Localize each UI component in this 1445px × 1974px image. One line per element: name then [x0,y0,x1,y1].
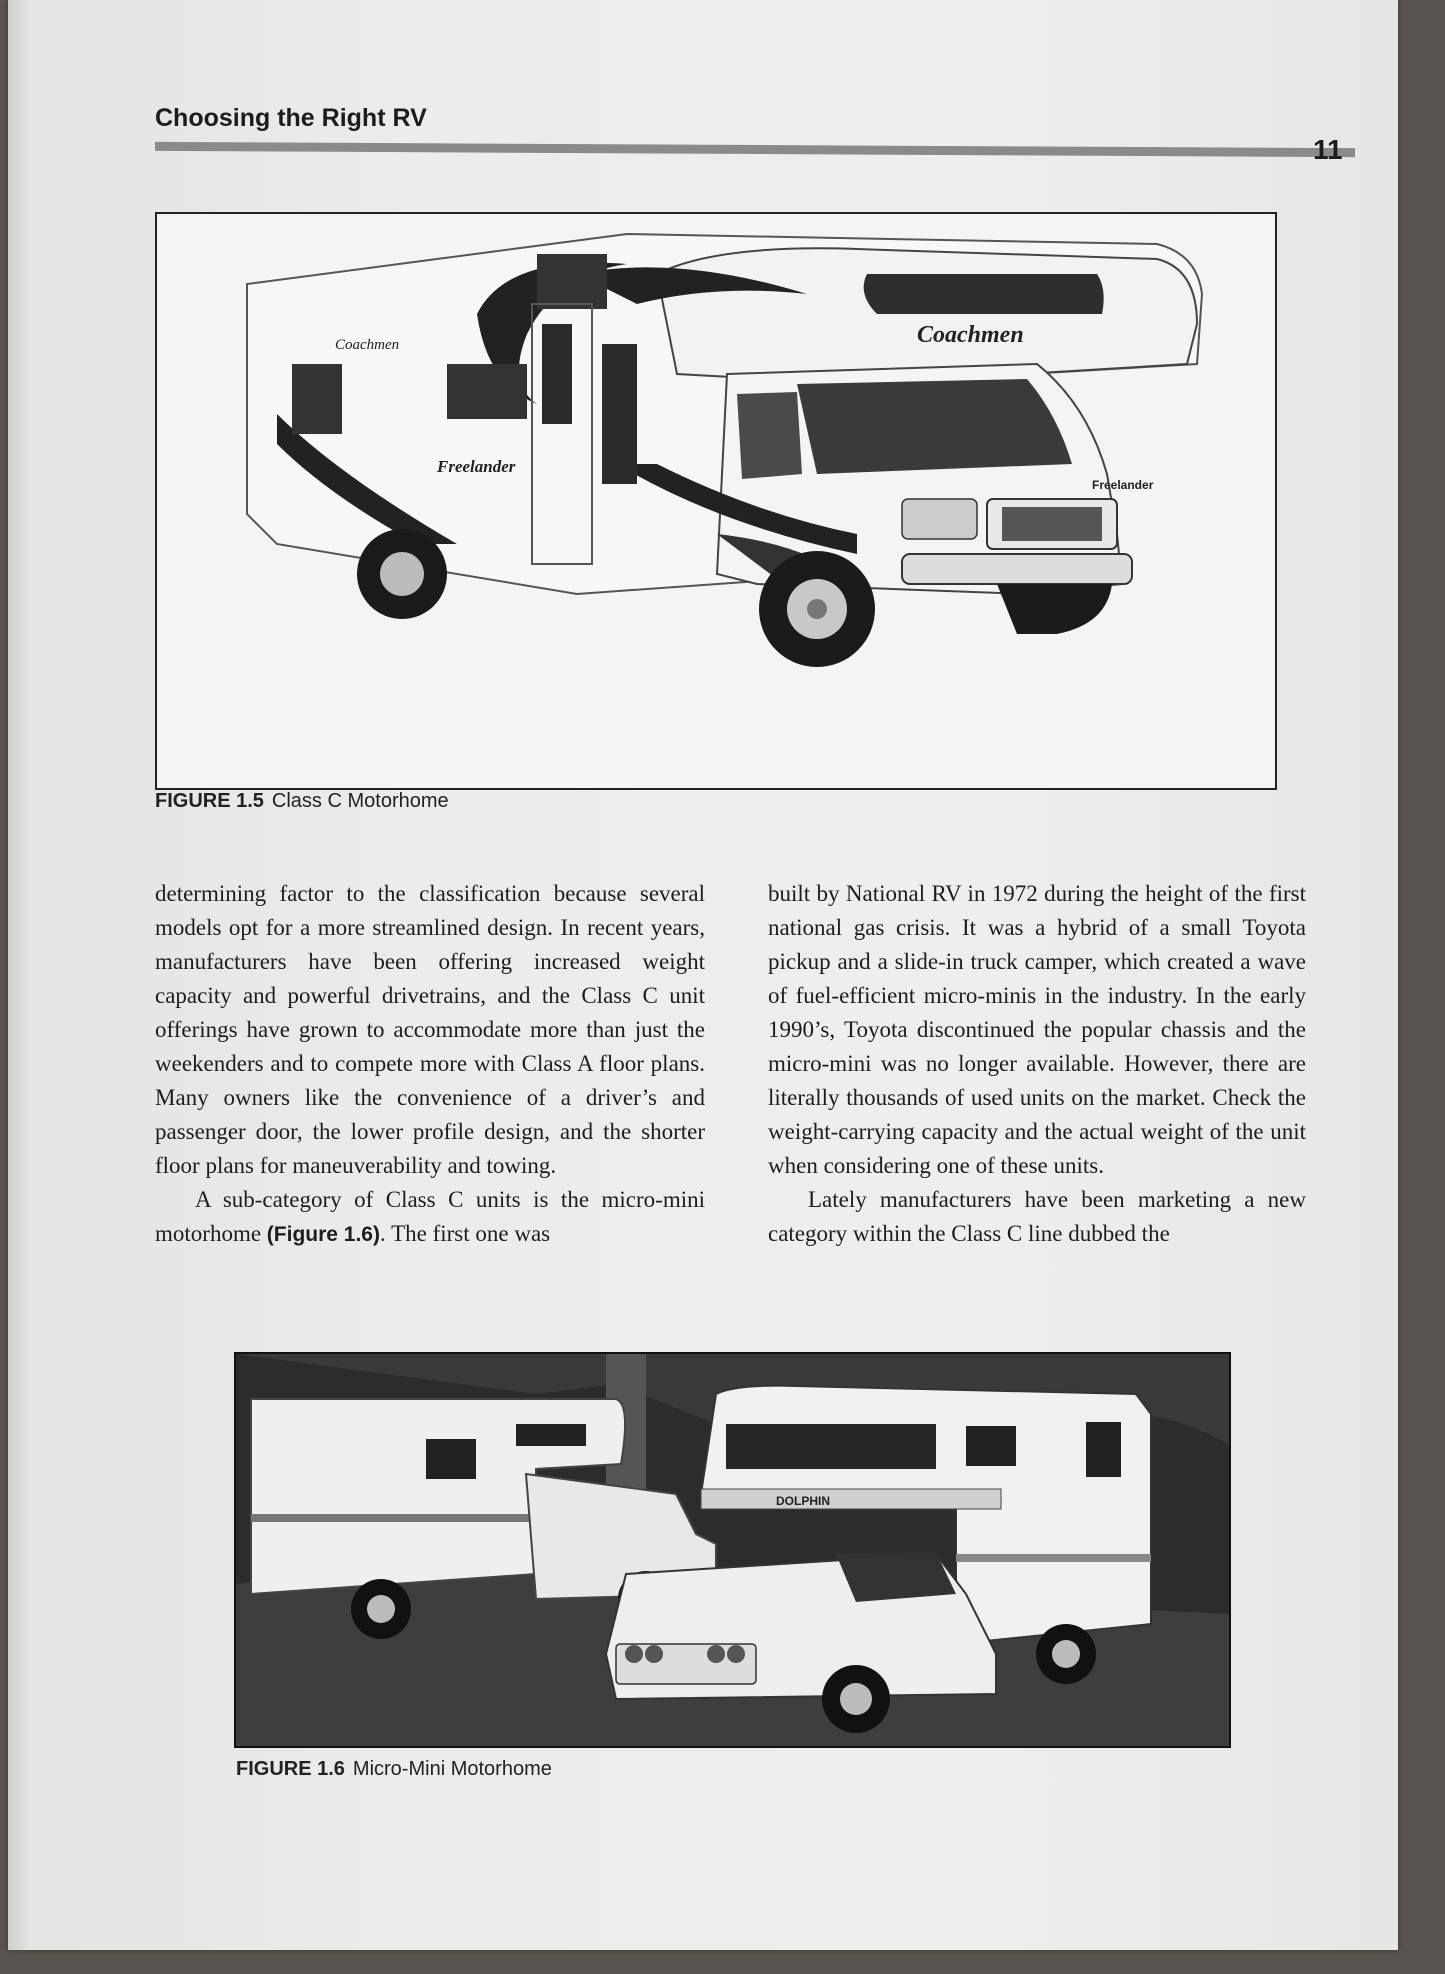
paragraph [155,1183,705,1252]
class-c-motorhome-illustration [157,214,1275,788]
camper-brand-logo: DOLPHIN [776,1494,830,1508]
running-header-title: Choosing the Right RV [155,104,427,132]
figure-caption-text: Micro-Mini Motorhome [352,1758,552,1780]
page-number: 11 [1313,134,1343,165]
rv-front-model-logo: Freelander [1092,478,1154,492]
figure-caption-text: Class C Motorhome [271,790,449,812]
rv-side-brand-logo: Coachmen [335,337,400,353]
figure-label: FIGURE 1.6 [236,1758,345,1780]
text-column-right [768,877,1306,1251]
header-rule [155,142,1355,157]
paragraph: built by National RV in 1972 during the height of the first national gas crisis. It was a hybrid of a small Toyota pickup and a slide-in truck camper, which created a wave of fuel-efficient micro-minis in the industry. In the early 1990’s, Toyota discontinued the popular chassis and the micro-mini was no longer available. However, there are literally thousands of used units on the market. Check the weight-carrying capacity and the actual weight of the unit when considering one of these units. [768,881,1306,1178]
rv-side-model-logo: Freelander [437,457,516,476]
figure-caption [236,1758,552,1781]
book-page [8,0,1398,1950]
figure-caption [155,790,449,813]
paragraph: Lately manufacturers have been marketing a new category within the Class C line dubbed the [768,1187,1306,1246]
paragraph-text: A sub-category of Class C units is the micro-mini motorhome [155,1187,705,1246]
figure-micro-mini-motorhome [234,1352,1231,1748]
text-column-left [155,877,705,1252]
micro-mini-motorhome-photo [236,1354,1229,1746]
figure-class-c-motorhome [155,212,1277,790]
rv-brand-logo: Coachmen [917,322,1024,348]
paragraph: determining factor to the classification because several models opt for a more streamlined design. In recent years, manufacturers have been offering increased weight capacity and powerful drivetrains, and the Class C unit offerings have grown to accommodate more than just the weekenders and to compete more with Class A floor plans. Many owners like the convenience of a driver’s and passenger door, the lower profile design, and the shorter floor plans for maneuverability and towing. [155,881,705,1178]
page-gutter-shadow [8,0,30,1950]
figure-reference: (Figure 1.6) [266,1223,380,1246]
paragraph-text: . The first one was [379,1221,551,1246]
figure-label: FIGURE 1.5 [155,790,264,812]
